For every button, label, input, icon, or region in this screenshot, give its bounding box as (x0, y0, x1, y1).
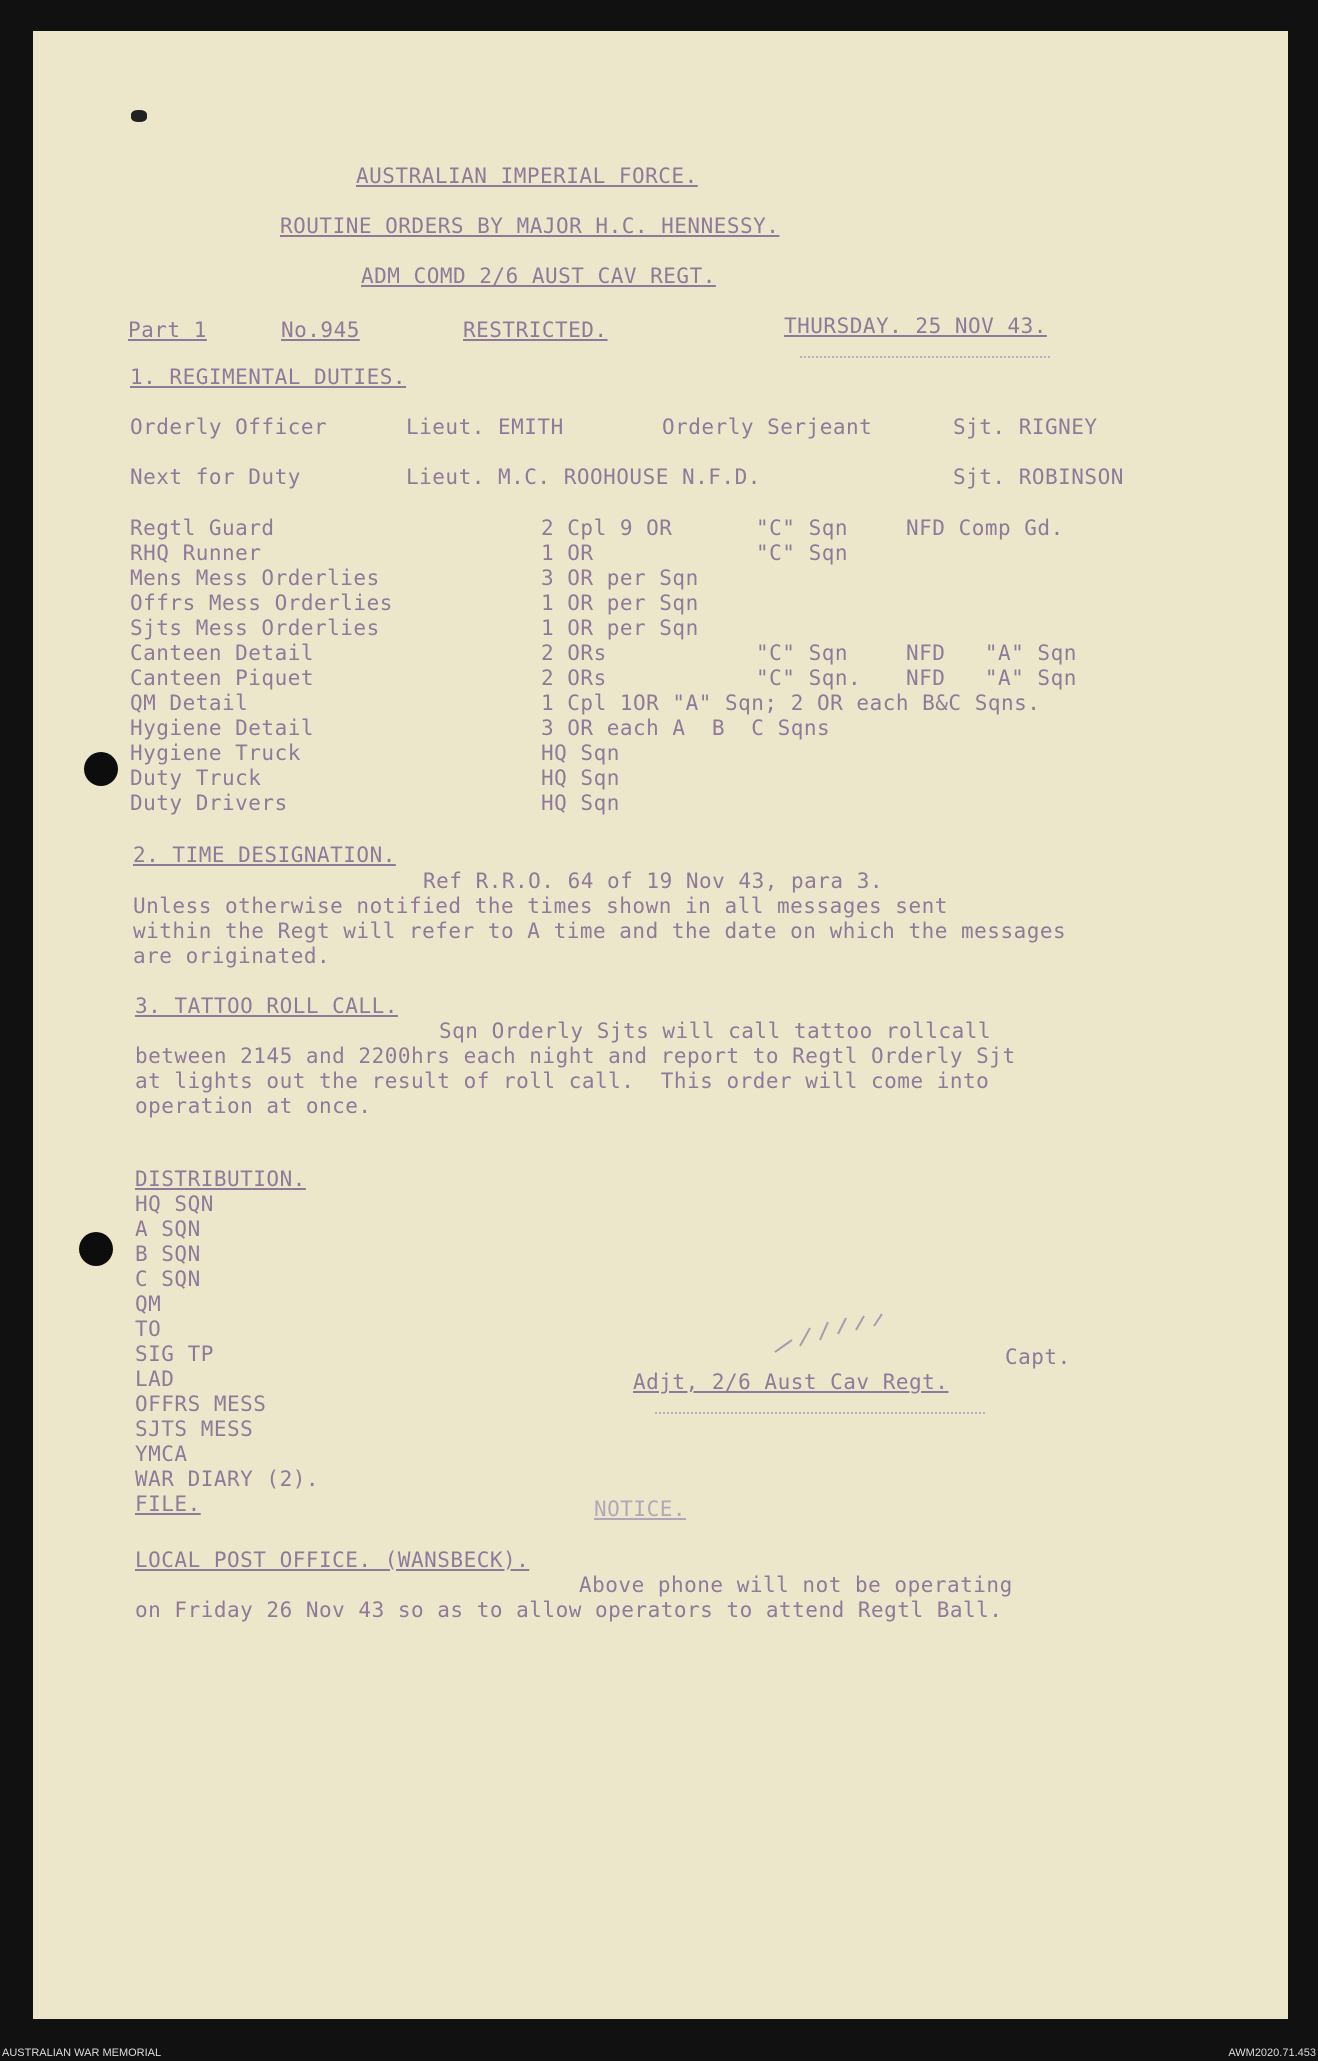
duty-unit: "C" Sqn. (756, 666, 862, 690)
duty-unit: "C" Sqn (756, 641, 849, 665)
distribution-item: TO (135, 1317, 162, 1341)
paragraph-line: at lights out the result of roll call. This order will come into (135, 1069, 990, 1093)
duty-qty: HQ Sqn (541, 741, 620, 765)
duty-name: Sjts Mess Orderlies (130, 616, 380, 640)
section-heading-tattoo-roll-call: 3. TATTOO ROLL CALL. (135, 994, 398, 1018)
duty-name: Hygiene Detail (130, 716, 315, 740)
paragraph-line: Unless otherwise notified the times shown in all messages sent (133, 894, 948, 918)
archive-caption: AUSTRALIAN WAR MEMORIAL (2, 2047, 162, 2059)
duty-name: Regtl Guard (130, 516, 275, 540)
notice-heading: NOTICE. (594, 1497, 687, 1521)
duty-nfd: NFD "A" Sqn (906, 666, 1077, 690)
distribution-heading: DISTRIBUTION. (135, 1167, 306, 1191)
signature-unit: Adjt, 2/6 Aust Cav Regt. (633, 1370, 949, 1394)
punch-hole (79, 1232, 113, 1266)
distribution-item: QM (135, 1292, 162, 1316)
paragraph-line: between 2145 and 2200hrs each night and report to Regtl Orderly Sjt (135, 1044, 1016, 1068)
signature-rank: Capt. (1005, 1345, 1071, 1369)
paragraph-line: Sqn Orderly Sjts will call tattoo rollcall (439, 1019, 992, 1043)
section-heading-regimental-duties: 1. REGIMENTAL DUTIES. (130, 365, 407, 389)
duty-name: Canteen Detail (130, 641, 315, 665)
distribution-item: SJTS MESS (135, 1417, 254, 1441)
duty-name: Duty Truck (130, 766, 262, 790)
classification: RESTRICTED. (463, 318, 608, 342)
orderly-officer-name: Lieut. EMITH (406, 415, 564, 439)
duty-unit: "C" Sqn (756, 541, 849, 565)
orderly-officer-label: Orderly Officer (130, 415, 328, 439)
duty-qty: 3 OR each A B C Sqns (541, 716, 831, 740)
archive-reference: AWM2020.71.453 (1228, 2047, 1316, 2059)
distribution-item: HQ SQN (135, 1192, 214, 1216)
duty-nfd: NFD Comp Gd. (906, 516, 1064, 540)
distribution-item: C SQN (135, 1267, 201, 1291)
distribution-item: B SQN (135, 1242, 201, 1266)
next-for-duty-serjeant: Sjt. ROBINSON (953, 465, 1124, 489)
paragraph-line: Ref R.R.O. 64 of 19 Nov 43, para 3. (423, 869, 884, 893)
distribution-item: FILE. (135, 1492, 201, 1516)
duty-qty: HQ Sqn (541, 791, 620, 815)
paragraph-line: operation at once. (135, 1094, 372, 1118)
orderly-serjeant-name: Sjt. RIGNEY (953, 415, 1098, 439)
order-date: THURSDAY. 25 NOV 43. (784, 314, 1047, 338)
section-heading-time-designation: 2. TIME DESIGNATION. (133, 843, 396, 867)
duty-qty: 2 Cpl 9 OR (541, 516, 673, 540)
distribution-item: A SQN (135, 1217, 201, 1241)
dotted-rule (655, 1412, 985, 1414)
notice-line: on Friday 26 Nov 43 so as to allow operators to attend Regtl Ball. (135, 1598, 1003, 1622)
duty-qty: 2 ORs (541, 641, 607, 665)
header-title: AUSTRALIAN IMPERIAL FORCE. (356, 164, 698, 188)
order-number: No.945 (281, 318, 360, 342)
duty-qty: 1 OR per Sqn (541, 591, 699, 615)
next-for-duty-officer: Lieut. M.C. ROOHOUSE N.F.D. (406, 465, 761, 489)
duty-name: Mens Mess Orderlies (130, 566, 380, 590)
paragraph-line: within the Regt will refer to A time and the date on which the messages (133, 919, 1067, 943)
next-for-duty-label: Next for Duty (130, 465, 301, 489)
duty-qty: 2 ORs (541, 666, 607, 690)
duty-qty: 3 OR per Sqn (541, 566, 699, 590)
punch-hole (84, 752, 118, 786)
distribution-item: WAR DIARY (2). (135, 1467, 320, 1491)
duty-qty: 1 OR per Sqn (541, 616, 699, 640)
duty-qty: HQ Sqn (541, 766, 620, 790)
part-number: Part 1 (128, 318, 207, 342)
dotted-rule (800, 356, 1050, 358)
duty-qty: 1 OR (541, 541, 594, 565)
orderly-serjeant-label: Orderly Serjeant (662, 415, 873, 439)
duty-name: Canteen Piquet (130, 666, 315, 690)
distribution-item: OFFRS MESS (135, 1392, 267, 1416)
notice-subject: LOCAL POST OFFICE. (WANSBECK). (135, 1548, 530, 1572)
duty-name: Offrs Mess Orderlies (130, 591, 393, 615)
distribution-item: SIG TP (135, 1342, 214, 1366)
header-routine-orders: ROUTINE ORDERS BY MAJOR H.C. HENNESSY. (280, 214, 780, 238)
duty-name: QM Detail (130, 691, 249, 715)
duty-name: RHQ Runner (130, 541, 262, 565)
duty-nfd: NFD "A" Sqn (906, 641, 1077, 665)
paragraph-line: are originated. (133, 944, 331, 968)
distribution-item: LAD (135, 1367, 175, 1391)
signature-scribble (770, 1310, 930, 1360)
ink-mark (131, 110, 147, 122)
duty-name: Hygiene Truck (130, 741, 301, 765)
header-command: ADM COMD 2/6 AUST CAV REGT. (361, 264, 716, 288)
distribution-item: YMCA (135, 1442, 188, 1466)
duty-name: Duty Drivers (130, 791, 288, 815)
notice-line: Above phone will not be operating (579, 1573, 1013, 1597)
duty-unit: "C" Sqn (756, 516, 849, 540)
duty-qty: 1 Cpl 1OR "A" Sqn; 2 OR each B&C Sqns. (541, 691, 1041, 715)
